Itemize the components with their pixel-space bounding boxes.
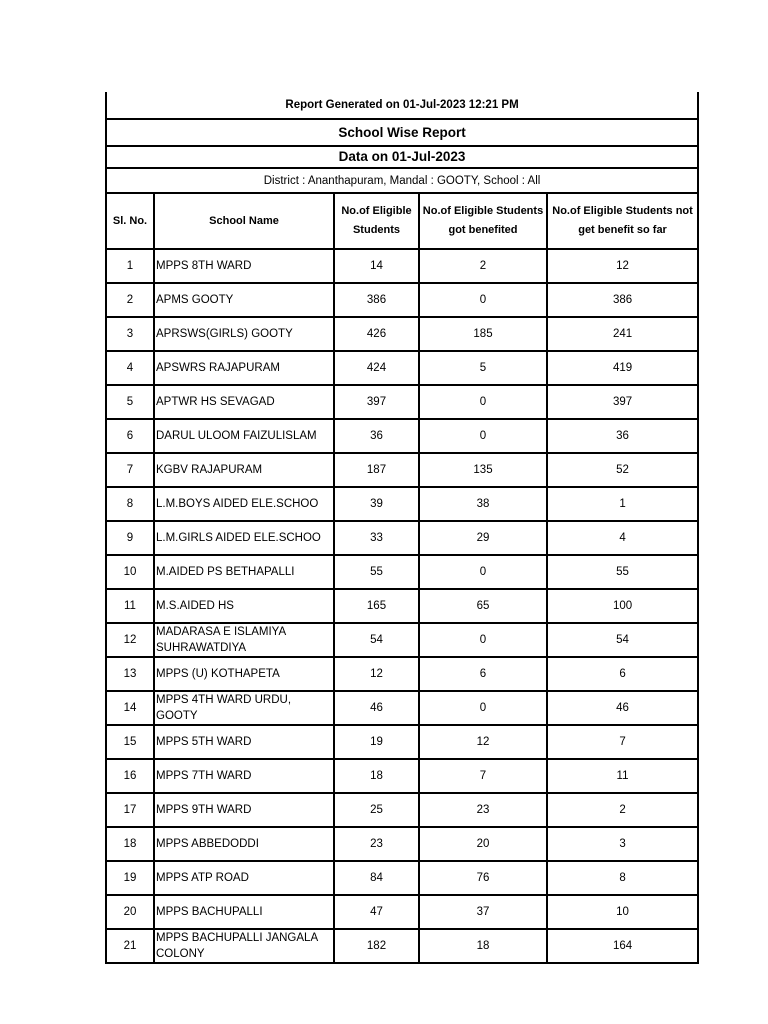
cell-eligible: 14 — [334, 249, 419, 283]
cell-not-benefited: 3 — [547, 827, 698, 861]
cell-not-benefited: 397 — [547, 385, 698, 419]
report-title-row — [106, 119, 698, 146]
data-date-row — [106, 146, 698, 168]
table-row — [106, 929, 698, 963]
cell-eligible: 165 — [334, 589, 419, 623]
cell-not-benefited: 100 — [547, 589, 698, 623]
cell-benefited: 6 — [419, 657, 547, 691]
cell-not-benefited: 8 — [547, 861, 698, 895]
cell-school-name: MPPS 7TH WARD — [154, 759, 334, 793]
cell-sl-no: 15 — [106, 725, 154, 759]
table-row — [106, 487, 698, 521]
report-title: School Wise Report — [106, 119, 698, 146]
table-row — [106, 283, 698, 317]
cell-eligible: 55 — [334, 555, 419, 589]
cell-school-name: APSWRS RAJAPURAM — [154, 351, 334, 385]
cell-not-benefited: 164 — [547, 929, 698, 963]
filter-text: District : Ananthapuram, Mandal : GOOTY, School : All — [106, 168, 698, 193]
cell-eligible: 25 — [334, 793, 419, 827]
column-header-benefited: No.of Eligible Students got benefited — [419, 193, 547, 249]
cell-benefited: 38 — [419, 487, 547, 521]
cell-sl-no: 16 — [106, 759, 154, 793]
table-row — [106, 691, 698, 725]
cell-eligible: 39 — [334, 487, 419, 521]
cell-benefited: 20 — [419, 827, 547, 861]
cell-benefited: 65 — [419, 589, 547, 623]
cell-school-name: MPPS 5TH WARD — [154, 725, 334, 759]
cell-eligible: 84 — [334, 861, 419, 895]
cell-not-benefited: 4 — [547, 521, 698, 555]
column-header-eligible: No.of Eligible Students — [334, 193, 419, 249]
report-generated-row — [106, 92, 698, 119]
cell-eligible: 23 — [334, 827, 419, 861]
table-row — [106, 555, 698, 589]
table-row — [106, 589, 698, 623]
cell-eligible: 424 — [334, 351, 419, 385]
cell-not-benefited: 12 — [547, 249, 698, 283]
table-row — [106, 521, 698, 555]
cell-benefited: 7 — [419, 759, 547, 793]
table-row — [106, 351, 698, 385]
cell-not-benefited: 386 — [547, 283, 698, 317]
cell-benefited: 0 — [419, 691, 547, 725]
cell-school-name: M.S.AIDED HS — [154, 589, 334, 623]
filter-row — [106, 168, 698, 193]
cell-sl-no: 18 — [106, 827, 154, 861]
school-wise-report-table — [105, 92, 699, 964]
cell-school-name: MPPS 9TH WARD — [154, 793, 334, 827]
cell-not-benefited: 7 — [547, 725, 698, 759]
cell-eligible: 33 — [334, 521, 419, 555]
cell-benefited: 37 — [419, 895, 547, 929]
cell-not-benefited: 52 — [547, 453, 698, 487]
cell-benefited: 76 — [419, 861, 547, 895]
table-row — [106, 759, 698, 793]
cell-school-name: MPPS 4TH WARD URDU, GOOTY — [154, 691, 334, 725]
cell-eligible: 12 — [334, 657, 419, 691]
column-header-school-name: School Name — [154, 193, 334, 249]
cell-school-name: MPPS BACHUPALLI — [154, 895, 334, 929]
data-date-text: Data on 01-Jul-2023 — [106, 146, 698, 168]
cell-school-name: MPPS (U) KOTHAPETA — [154, 657, 334, 691]
cell-eligible: 19 — [334, 725, 419, 759]
cell-benefited: 23 — [419, 793, 547, 827]
cell-school-name: MPPS ATP ROAD — [154, 861, 334, 895]
cell-sl-no: 21 — [106, 929, 154, 963]
cell-sl-no: 5 — [106, 385, 154, 419]
cell-not-benefited: 36 — [547, 419, 698, 453]
cell-not-benefited: 54 — [547, 623, 698, 657]
cell-not-benefited: 11 — [547, 759, 698, 793]
report-generated-text: Report Generated on 01-Jul-2023 12:21 PM — [106, 92, 698, 119]
cell-sl-no: 13 — [106, 657, 154, 691]
cell-sl-no: 11 — [106, 589, 154, 623]
cell-eligible: 182 — [334, 929, 419, 963]
cell-sl-no: 2 — [106, 283, 154, 317]
cell-not-benefited: 419 — [547, 351, 698, 385]
cell-school-name: M.AIDED PS BETHAPALLI — [154, 555, 334, 589]
cell-school-name: APRSWS(GIRLS) GOOTY — [154, 317, 334, 351]
cell-benefited: 0 — [419, 555, 547, 589]
table-row — [106, 385, 698, 419]
cell-eligible: 18 — [334, 759, 419, 793]
cell-benefited: 0 — [419, 419, 547, 453]
cell-eligible: 426 — [334, 317, 419, 351]
cell-benefited: 29 — [419, 521, 547, 555]
cell-school-name: L.M.GIRLS AIDED ELE.SCHOO — [154, 521, 334, 555]
cell-sl-no: 9 — [106, 521, 154, 555]
table-row — [106, 657, 698, 691]
cell-sl-no: 14 — [106, 691, 154, 725]
table-row — [106, 419, 698, 453]
column-header-row — [106, 193, 698, 249]
cell-eligible: 46 — [334, 691, 419, 725]
cell-sl-no: 7 — [106, 453, 154, 487]
cell-benefited: 18 — [419, 929, 547, 963]
cell-sl-no: 4 — [106, 351, 154, 385]
cell-benefited: 0 — [419, 623, 547, 657]
cell-not-benefited: 55 — [547, 555, 698, 589]
table-row — [106, 793, 698, 827]
cell-eligible: 187 — [334, 453, 419, 487]
cell-benefited: 12 — [419, 725, 547, 759]
cell-benefited: 5 — [419, 351, 547, 385]
cell-school-name: L.M.BOYS AIDED ELE.SCHOO — [154, 487, 334, 521]
table-row — [106, 453, 698, 487]
cell-eligible: 54 — [334, 623, 419, 657]
cell-sl-no: 3 — [106, 317, 154, 351]
cell-benefited: 135 — [419, 453, 547, 487]
cell-sl-no: 10 — [106, 555, 154, 589]
column-header-sl-no: Sl. No. — [106, 193, 154, 249]
column-header-not-benefited: No.of Eligible Students not get benefit so far — [547, 193, 698, 249]
cell-school-name: MADARASA E ISLAMIYA SUHRAWATDIYA — [154, 623, 334, 657]
cell-sl-no: 12 — [106, 623, 154, 657]
table-row — [106, 827, 698, 861]
cell-school-name: MPPS ABBEDODDI — [154, 827, 334, 861]
cell-school-name: APTWR HS SEVAGAD — [154, 385, 334, 419]
table-row — [106, 895, 698, 929]
cell-sl-no: 19 — [106, 861, 154, 895]
cell-benefited: 185 — [419, 317, 547, 351]
cell-not-benefited: 6 — [547, 657, 698, 691]
table-row — [106, 317, 698, 351]
cell-eligible: 397 — [334, 385, 419, 419]
cell-sl-no: 8 — [106, 487, 154, 521]
cell-school-name: DARUL ULOOM FAIZULISLAM — [154, 419, 334, 453]
cell-eligible: 36 — [334, 419, 419, 453]
cell-sl-no: 17 — [106, 793, 154, 827]
cell-benefited: 0 — [419, 283, 547, 317]
table-row — [106, 725, 698, 759]
cell-sl-no: 1 — [106, 249, 154, 283]
cell-not-benefited: 1 — [547, 487, 698, 521]
cell-eligible: 386 — [334, 283, 419, 317]
cell-school-name: APMS GOOTY — [154, 283, 334, 317]
cell-benefited: 0 — [419, 385, 547, 419]
cell-sl-no: 20 — [106, 895, 154, 929]
cell-not-benefited: 46 — [547, 691, 698, 725]
table-row — [106, 623, 698, 657]
table-row — [106, 861, 698, 895]
cell-school-name: MPPS BACHUPALLI JANGALA COLONY — [154, 929, 334, 963]
cell-school-name: MPPS 8TH WARD — [154, 249, 334, 283]
cell-school-name: KGBV RAJAPURAM — [154, 453, 334, 487]
cell-not-benefited: 2 — [547, 793, 698, 827]
cell-eligible: 47 — [334, 895, 419, 929]
table-row — [106, 249, 698, 283]
cell-not-benefited: 241 — [547, 317, 698, 351]
cell-benefited: 2 — [419, 249, 547, 283]
cell-not-benefited: 10 — [547, 895, 698, 929]
cell-sl-no: 6 — [106, 419, 154, 453]
